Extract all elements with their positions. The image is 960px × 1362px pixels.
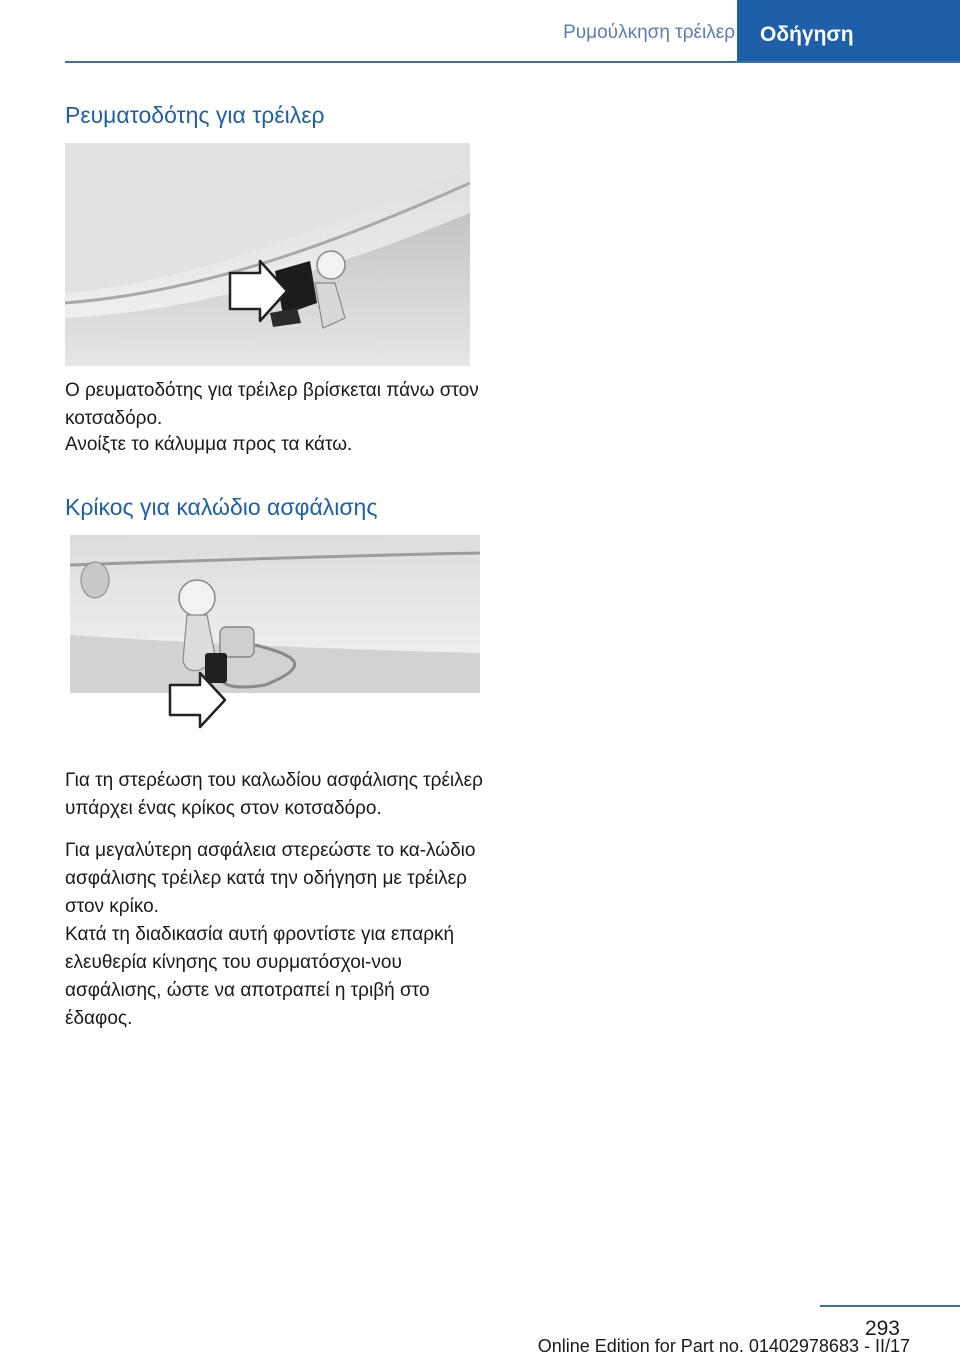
paragraph: Κατά τη διαδικασία αυτή φροντίστε για επαρκή ελευθερία κίνησης του συρματόσχοι-νου ασφάλισης, ώστε να αποτραπεί η τριβή στο έδαφος. xyxy=(65,924,455,1029)
section-heading-trailer-socket: Ρευματοδότης για τρέιλερ xyxy=(65,102,325,128)
footer-rule xyxy=(820,1305,960,1307)
paragraph: Ο ρευματοδότης για τρέιλερ βρίσκεται πάνω στον κοτσαδόρο. xyxy=(65,380,479,429)
paragraph: Ανοίξτε το κάλυμμα προς τα κάτω. xyxy=(65,434,353,455)
running-header-section: Ρυμούλκηση τρέιλερ xyxy=(563,22,735,43)
edition-footer: Online Edition for Part no. 01402978683 - II/17 xyxy=(537,1336,910,1356)
section-heading-safety-cable-eye: Κρίκος για καλώδιο ασφάλισης xyxy=(65,494,378,520)
paragraph: Για τη στερέωση του καλωδίου ασφάλισης τρέιλερ υπάρχει ένας κρίκος στον κοτσαδόρο. xyxy=(65,770,483,819)
header-rule xyxy=(65,61,960,63)
safety-cable-eye-figure xyxy=(65,535,480,735)
page-number: 293 xyxy=(864,1317,900,1340)
running-header-chapter-tab: Οδήγηση xyxy=(737,0,960,61)
trailer-socket-figure xyxy=(65,143,470,366)
paragraph: Για μεγαλύτερη ασφάλεια στερεώστε το κα-λώδιο ασφάλισης τρέιλερ κατά την οδήγηση με τρέιλερ στον κρίκο. xyxy=(65,840,476,917)
